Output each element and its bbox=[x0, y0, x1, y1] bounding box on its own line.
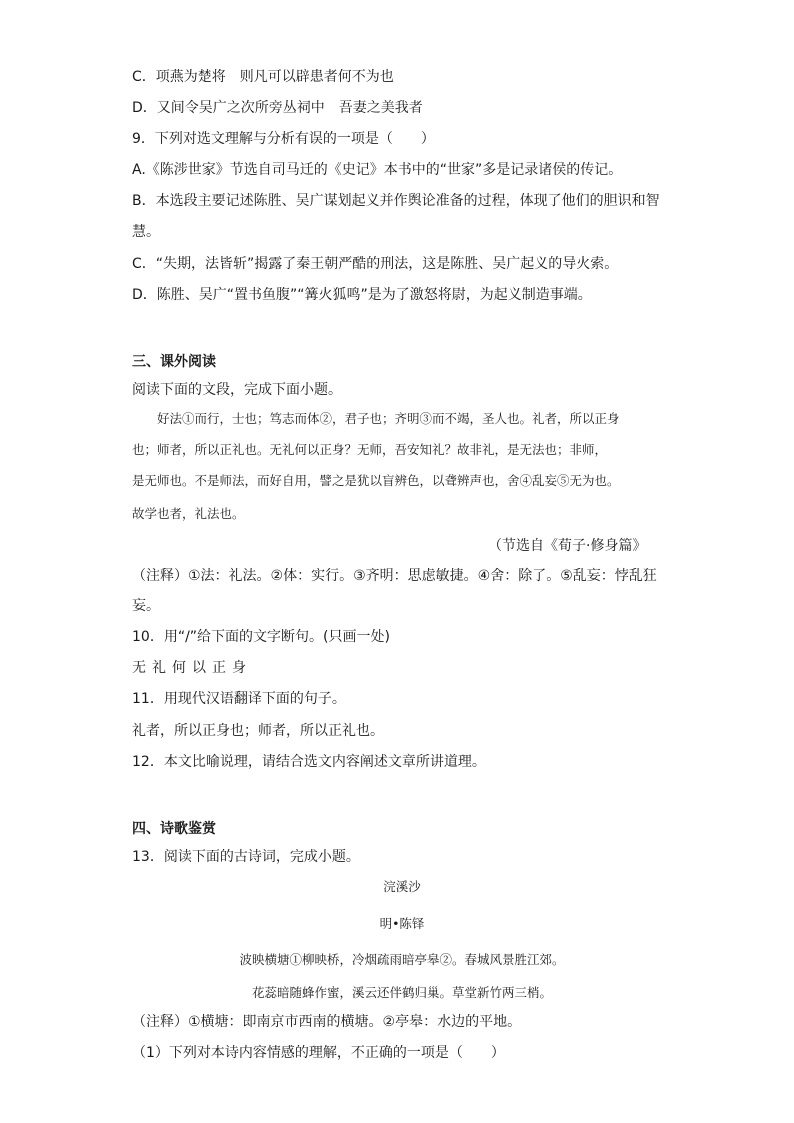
section-3-heading: 三、课外阅读 bbox=[132, 354, 216, 370]
passage-notes: （注释）①法：礼法。②体：实行。③齐明：思虑敏捷。④舍：除了。⑤乱妄：悖乱狂 bbox=[132, 568, 657, 584]
section-4-heading: 四、诗歌鉴赏 bbox=[132, 821, 216, 837]
question-11: 11．用现代汉语翻译下面的句子。 bbox=[132, 691, 346, 707]
question-11-text: 礼者，所以正身也；师者，所以正礼也。 bbox=[132, 723, 384, 739]
poem-line-2: 花蕊暗随蜂作蜜，溪云还伴鹤归巢。草堂新竹两三梢。 bbox=[251, 985, 552, 1000]
passage-line-2: 也；师者，所以正礼也。无礼何以正身？无师，吾安知礼？故非礼，是无法也；非师， bbox=[132, 442, 608, 457]
question-9-option-b: B．本选段主要记述陈胜、吴广谋划起义并作舆论准备的过程，体现了他们的胆识和智 bbox=[132, 193, 660, 209]
option-c-prev: C．项燕为楚将 则凡可以辟患者何不为也 bbox=[132, 69, 394, 85]
passage-notes-cont: 妄。 bbox=[132, 598, 160, 614]
passage-line-3: 是无师也。不是师法，而好自用，譬之是犹以盲辨色，以聋辨声也，舍④乱妄⑤无为也。 bbox=[132, 473, 620, 488]
poem-author: 明•陈铎 bbox=[379, 916, 425, 931]
poem-notes: （注释）①横塘：即南京市西南的横塘。②亭皋：水边的平地。 bbox=[132, 1014, 522, 1030]
poem-line-1: 波映横塘①柳映桥，冷烟疏雨暗亭皋②。春城风景胜江郊。 bbox=[239, 952, 565, 967]
question-13: 13．阅读下面的古诗词，完成小题。 bbox=[132, 849, 360, 865]
poem-title: 浣溪沙 bbox=[383, 879, 421, 894]
passage-line-1: 好法①而行，士也；笃志而体②，君子也；齐明③而不竭，圣人也。礼者，所以正身 bbox=[132, 411, 620, 426]
question-9-stem: 9．下列对选文理解与分析有误的一项是（ ） bbox=[132, 131, 435, 147]
question-12: 12．本文比喻说理，请结合选文内容阐述文章所讲道理。 bbox=[132, 754, 486, 770]
question-9-option-b-cont: 慧。 bbox=[132, 224, 160, 240]
question-9-option-a: A.《陈涉世家》节选自司马迁的《史记》本书中的“世家”多是记录诸侯的传记。 bbox=[132, 162, 623, 178]
question-10: 10．用“/”给下面的文字断句。(只画一处) bbox=[132, 629, 390, 645]
section-3-instruction: 阅读下面的文段，完成下面小题。 bbox=[132, 382, 342, 398]
option-d-prev: D．又间令吴广之次所旁丛祠中 吾妻之美我者 bbox=[132, 100, 423, 116]
passage-source: （节选自《荀子·修身篇》 bbox=[488, 538, 647, 554]
question-13-1: （1）下列对本诗内容情感的理解，不正确的一项是（ ） bbox=[132, 1045, 505, 1061]
question-9-option-d: D．陈胜、吴广“置书鱼腹”“篝火狐鸣”是为了激怒将尉，为起义制造事端。 bbox=[132, 287, 592, 303]
passage-line-4: 故学也者，礼法也。 bbox=[132, 506, 245, 521]
question-9-option-c: C．“失期，法皆斩”揭露了秦王朝严酷的刑法，这是陈胜、吴广起义的导火索。 bbox=[132, 256, 619, 272]
question-10-text: 无礼何以正身 bbox=[132, 660, 252, 676]
